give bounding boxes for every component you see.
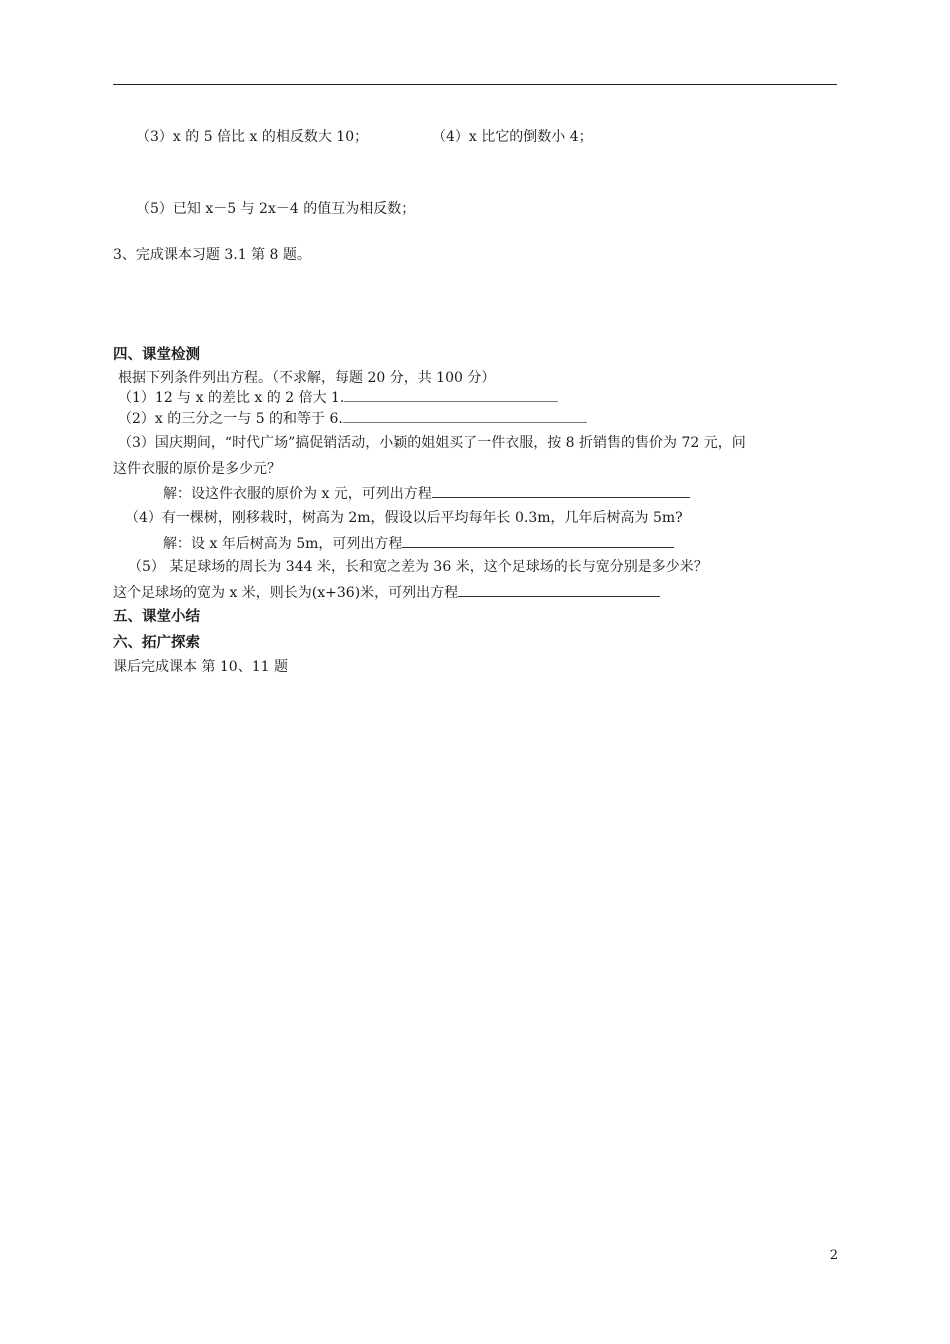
question-5-answer	[113, 582, 660, 603]
answer-blank-1[interactable]	[344, 387, 558, 402]
exercise-item-5: （5）已知 x－5 与 2x－4 的值互为相反数；	[136, 201, 416, 217]
question-2-text: （2）x 的三分之一与 5 的和等于 6.	[118, 411, 343, 427]
question-4-answer	[163, 533, 674, 554]
exercise-item-4: （4）x 比它的倒数小 4；	[432, 129, 593, 145]
question-3-line-2: 这件衣服的原价是多少元？	[113, 461, 281, 477]
question-5: （5） 某足球场的周长为 344 米，长和宽之差为 36 米，这个足球场的长与宽分别是多少米？	[128, 559, 708, 575]
header-rule	[113, 84, 837, 85]
section-5-heading: 五、课堂小结	[113, 608, 200, 625]
question-4: （4）有一棵树，刚移栽时，树高为 2m，假设以后平均每年长 0.3m，几年后树高为 5m?	[125, 510, 683, 526]
task-3: 3、完成课本习题 3.1 第 8 题。	[113, 247, 311, 263]
answer-blank-2[interactable]	[343, 408, 587, 423]
answer-blank-4[interactable]	[402, 533, 674, 548]
question-3-line-1: （3）国庆期间，“时代广场”搞促销活动，小颖的姐姐买了一件衣服，按 8 折销售的售价为 72 元，问	[118, 435, 746, 451]
section-6-heading: 六、拓广探索	[113, 634, 200, 651]
question-1	[118, 387, 558, 408]
section-4-heading: 四、课堂检测	[113, 346, 200, 363]
question-5-answer-text: 这个足球场的宽为 x 米，则长为(x+36)米，可列出方程	[113, 585, 459, 601]
exercise-item-3: （3）x 的 5 倍比 x 的相反数大 10；	[136, 129, 369, 145]
section-4-instruction: 根据下列条件列出方程。（不求解，每题 20 分，共 100 分）	[118, 370, 496, 386]
section-6-text: 课后完成课本 第 10、11 题	[113, 659, 288, 675]
question-1-text: （1）12 与 x 的差比 x 的 2 倍大 1.	[118, 390, 345, 406]
question-2	[118, 408, 587, 429]
question-3-answer-text: 解：设这件衣服的原价为 x 元，可列出方程	[163, 486, 432, 502]
question-3-answer	[163, 483, 690, 504]
question-4-answer-text: 解：设 x 年后树高为 5m，可列出方程	[163, 536, 403, 552]
page-number: 2	[829, 1248, 838, 1263]
answer-blank-3[interactable]	[432, 483, 690, 498]
answer-blank-5[interactable]	[458, 582, 660, 597]
